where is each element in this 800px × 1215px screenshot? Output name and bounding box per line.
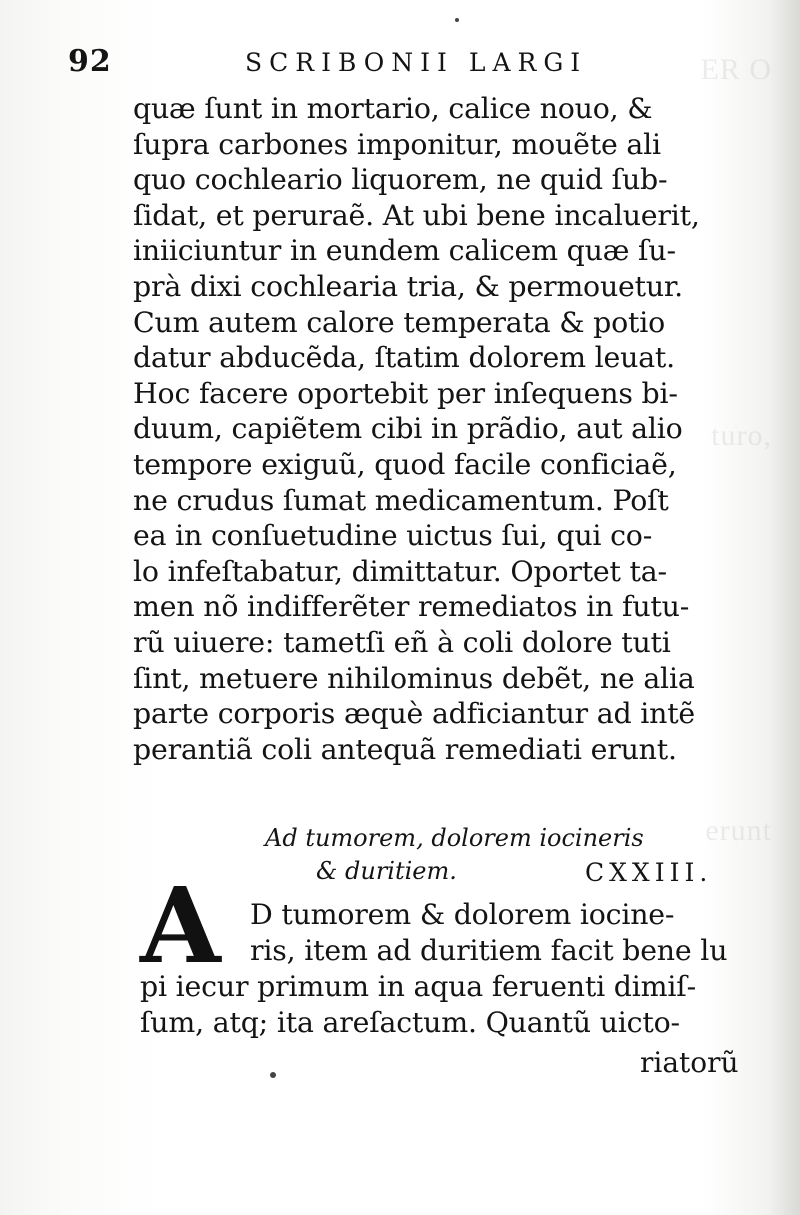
text-line: ſum, atq; ita areſactum. Quantũ uicto- — [140, 1005, 680, 1039]
section-text — [140, 969, 765, 1040]
text-line: iniiciuntur in eundem calicem quæ ſu- — [133, 234, 676, 268]
text-line: datur abducẽda, ſtatim dolorem leuat. — [133, 341, 675, 375]
text-line: lo infeſtabatur, dimittatur. Oportet ta- — [133, 554, 667, 588]
page-header — [68, 44, 768, 88]
text-line: rũ uiuere: tametſi eñ à coli dolore tuti — [133, 625, 671, 659]
section-heading-line-2: & duritiem. — [316, 857, 457, 885]
text-line: men nõ indifferẽter remediatos in futu- — [133, 590, 690, 624]
bleed-through-text: turo, — [711, 419, 772, 452]
text-line: Cum autem calore temperata & potio — [133, 305, 666, 339]
text-line: ris, item ad duritiem facit bene lu — [250, 933, 728, 967]
running-head: SCRIBONII LARGI — [245, 48, 588, 77]
chapter-number: CXXIII. — [585, 858, 713, 887]
text-line: quæ ſunt in mortario, calice nouo, & — [133, 92, 653, 125]
section-heading-line-1: Ad tumorem, dolorem iocineris — [265, 824, 644, 852]
text-line: ſidat, et peruraẽ. At ubi bene incaluerit, — [133, 198, 700, 232]
text-line: prà dixi cochlearia tria, & permouetur. — [133, 269, 684, 303]
bleed-through-text: ER O — [700, 53, 772, 86]
bleed-through-text: erunt — [705, 814, 772, 847]
text-line: Hoc facere oportebit per inſequens bi- — [133, 376, 678, 410]
text-line: ne crudus ſumat medicamentum. Poſt — [133, 483, 669, 517]
body-text — [133, 91, 763, 767]
ink-speck — [455, 18, 459, 22]
text-line: parte corporis æquè adficiantur ad intẽ — [133, 697, 696, 731]
text-line: ea in conſuetudine uictus ſui, qui co- — [133, 519, 653, 553]
ink-speck — [270, 1072, 276, 1078]
text-line: quo cochleario liquorem, ne quid ſub- — [133, 163, 668, 197]
text-line: D tumorem & dolorem iocine- — [250, 898, 675, 931]
drop-cap-text — [250, 897, 765, 968]
text-line: pi iecur primum in aqua feruenti dimiſ- — [140, 970, 696, 1003]
text-line: duum, capiẽtem cibi in prãdio, aut alio — [133, 412, 683, 446]
drop-cap-letter: A — [140, 864, 221, 987]
text-line: ſint, metuere nihilominus debẽt, ne alia — [133, 661, 695, 695]
text-line: perantiã coli antequã remediati erunt. — [133, 732, 677, 766]
text-line: ſupra carbones imponitur, mouẽte ali — [133, 127, 661, 161]
catchword: riatorũ — [640, 1046, 739, 1079]
text-line: tempore exiguũ, quod facile conficiaẽ, — [133, 447, 677, 481]
page-number: 92 — [68, 44, 112, 79]
